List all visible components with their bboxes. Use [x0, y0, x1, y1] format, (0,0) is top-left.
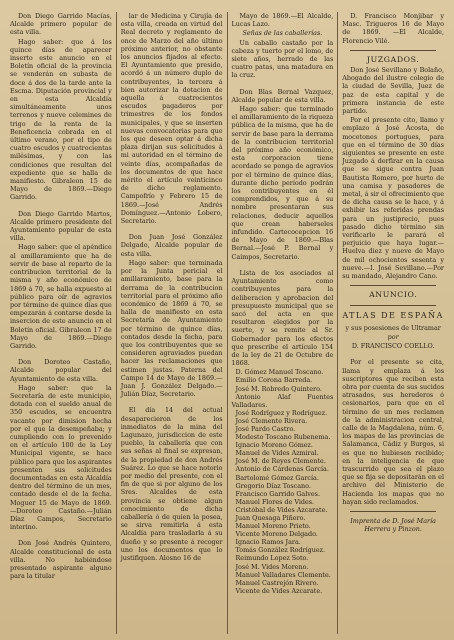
divider: [350, 511, 436, 512]
column-1: [6, 12, 116, 634]
list-item: José Clemente Rivera.: [235, 416, 308, 425]
divider: [350, 285, 436, 286]
list-item: José Rodríguez y Rodríguez.: [235, 408, 328, 417]
column-4: [337, 12, 448, 634]
notice-heading: Don Doroteo Castaño, Alcalde popular del Ayuntamiento de esta villa.: [10, 358, 112, 383]
list-item: Modesto Toscano Rubenema.: [235, 433, 331, 442]
notice-body: Lista de los asociados al Ayuntamiento como contribuyentes para la deliberacion y aprobacion del presupuesto municipal que se sacó del acta en que resultaron elegidos por la suerte, y se remite al Sr. Gobernador para los efectos que prescribe el artículo 154 de la ley de 21 de Octubre de 1868.: [231, 268, 334, 368]
list-item: Antonio de Cárdenas García.: [235, 465, 329, 474]
notice-signature: D. Francisco Monjibar y Masc. Trigueros 16 de Mayo de 1869. —El Alcalde, Florencio Vilé.: [342, 12, 444, 45]
list-item: Manuel de Vides Azmiral.: [235, 449, 319, 458]
notice-heading: Don José Andrés Quintero, Alcalde constitucional de esta villa. No habiéndose presentado aspirante alguno para la titular: [10, 539, 112, 581]
section-title-juzgados: JUZGADOS.: [366, 54, 420, 64]
list-item: Antonio Alaf Fuentes Valladares.: [231, 392, 334, 409]
notice-heading: Don Juan José González Delgado, Alcalde popular de esta villa.: [120, 233, 223, 258]
list-item: Ignacio Ramos Jara.: [235, 538, 301, 547]
list-item: D. Gómez Manuel Toscano.: [235, 368, 324, 377]
section-title-anuncio: ANUNCIO.: [369, 290, 418, 300]
list-item: Bartolomé Gómez García.: [235, 473, 319, 482]
list-item: Juan Quesaga Piñero.: [235, 514, 306, 523]
atlas-por: por: [387, 332, 399, 341]
list-item: José M. Vides Moreno.: [235, 562, 309, 571]
notice-body: Por el presente cito, llamo y emplazo á José Acosta, de mocetones portugues, para que en el término de 30 días siguientes se presente en este Juzgado á derfirar en la causa que se sigue contra Juan Bautista Romero, por hurto de una camisa y pasadores de metal, á sir el ofrecimiento que de dicha causa se le hace, y á exhibir las referidas prendas para un justiprecio, pues pasado dicho término sin verificarlo le parará el perjuicio que haya lugar.—Huelva diez y nueve de Mayo de mil ochocientos sesenta y nueve.—I. José Sevillano.—Por su mandado, Alejandro Cano.: [342, 116, 444, 281]
atlas-author: D. FRANCISCO COELLO.: [351, 342, 435, 351]
list-item: José Pardo Castro.: [235, 424, 296, 433]
notice-body: lar de Medicina y Cirujía de esta villa, creada en virtud del Real decreto y reglamento de once de Marzo del año último próximo anterior, no obstante los anuncios fijados al efecto. El Ayuntamiento que presido, acordó á un número duplo de contribuyentes, la tercera á bien autorizar la dotacion de aquella á cuatrocientos escudos pagaderos por trimestres de los fondos municipales, y que se inserten nuevas convocatorias para que los que deseen optar á dicha plaza dirijan sus solicitudes á mi autoridad en el término de veinte días, acompañadas de los documentos de que hace mérito el artículo veinticinco de dicho reglamento. Campofrío y Febrero 15 de 1869.—José Andrés Domínguez.—Antonio Lobero, Secretario.: [120, 12, 223, 226]
divider: [350, 305, 436, 306]
list-item: Cristóbal de Vides Azcarate.: [235, 505, 328, 514]
list-item: Manuel Moreno Prieto.: [235, 522, 311, 531]
notice-heading: Don Blas Bernal Vazquez, Alcalde popular de esta villa.: [231, 87, 334, 104]
divider: [350, 50, 436, 51]
notice-body: Hago saber: que la Secretaría de este municipio, dotada con el sueldo anual de 350 escudos, se encuentra vacante por dimision hecha por el que la desempeñaba; y cumpliendo con lo prevenido en el artículo 100 de la Ley Municipal vigente, se hace público para que los aspirantes presenten sus solicitudes documentadas en esta Alcaldía dentro del término de un mes, contado desde el de la fecha. Moguer 15 de Mayo de 1869.—Doroteo Castaño.—Julián Díaz Campos, Secretario interino.: [10, 383, 112, 532]
list-item: Reimundo Lopez Soto.: [235, 554, 309, 563]
list-item: Vicente de Vides Azcarate.: [235, 586, 323, 595]
notice-heading: Don Diego Garrido Macías, Alcalde primero popular de esta villa.: [10, 12, 112, 37]
list-item: Gregorio Díaz Toscano.: [235, 481, 311, 490]
column-3: [227, 12, 338, 634]
notice-heading: Don Diego Garrido Martos, Alcalde primero presidente del Ayuntamiento popular de esta villa.: [10, 209, 112, 243]
notice-signature: Mayo de 1869.—El Alcalde, Lucas Lazo.: [231, 12, 334, 29]
imprint: Imprenta de D. José María Herrera y Pinzon.: [350, 516, 436, 534]
notice-body: Hago saber: que el apéndice al amillaramiento que ha de servir de base al reparto de la contribucion territorial de la misma y año económico de 1869 á 70, se halla expuesto al público para oír de agravios por término de quince días que empezarán á contarse desde la insercion de este anuncio en el Boletín oficial. Gibraleon 17 de Mayo de 1869.—Diego Garrido.: [10, 243, 112, 350]
notice-body: Por el presente se cita, llama y emplaza á los suscriptores que reciben esta obra por cuenta de sus sucidos atrasados, sus herederos ó cesionarios, para que en el término de un mes reclamen de la administracion central, calle de la Magdalena, núm. 6, los mapas de las provincias de Salamanca, Cádiz y Burgos, si es que no hubiesen recibido; en la inteligencia de que trascurrido que sea el plazo que se fija se depositarán en el archivo del Ministerio de Hacienda los mapas que no hayan sido reclamados.: [342, 358, 444, 506]
notice-body: Hago saber: que terminado el amillaramiento de la riqueza pública de la misma, que ha de servir de base para la derrama de la contribucion territorial del próximo año económico, esta corporacion tiene acordado se ponga de agravios por el término de quince días, durante dicho período podrán los contribuyentes en él comprendidos, y que á su nombre presentaran sus relaciones, deducir aquellos que crean haberseles infundido. Cartecocepcion 16 de Mayo de 1869.—Blas Bernal.—José P. Bernal y Caimpos, Secretario.: [231, 105, 334, 261]
section-subtitle: Señas de las caballerías.: [242, 29, 323, 38]
notice-body: Hago saber: que á los quince días de aparecer inserto este anuncio en el Boletín oficial de la provincia se venderán en subasta de doce á dos de la tarde ante la Escma. Diputación provincial y en esta Alcaldía simultáneamente unos terrenos y nueve celemines de trigo de la renta de la Beneficencia cobrada en el último verano, por el tipo de cuatro escudos y cuatrocientas milésimas, y con las condiciones que resultan del expediente que se halla de manifiesto. Gibraleon 15 de Mayo de 1869.—Diego Garrido.: [10, 37, 112, 202]
notice-heading: Don José Sevillano y Bolaño, Abogado del ilustre colegio de la ciudad de Sevilla, Juez de paz de esta capital y de primera instancia de este partido.: [342, 66, 444, 116]
list-item: Manuel Castrejón Rivero.: [235, 578, 319, 587]
notice-body: Hago saber: que terminada por la Junta pericial el amillaramiento, base para la derrama de la contribucion territorial para el próximo año económico de 1869 á 70, se halla de manifiesto en esta Secretaría de Ayuntamiento por término de quince días, contados desde la fecha, para que los contribuyentes que se consideren agraviados puedan hacer las reclamaciones que estimen justas. Paterna del Campo 14 de Mayo de 1869.—Juan J. González Delgado.—Julián Díaz, Secretario.: [120, 258, 223, 399]
notice-body: El día 14 del actual desaparecieron de los inmediatos de la mina del Lagunazo, jurisdiccion de este pueblo, la caballería que con sus señas al final se expresan, de la propiedad de don Andrés Suárez. Lo que se hace notorio por medio del presente, con el fin de que si por alguno de los Sres. Alcaldes de esta provincia se obtiene algun conocimiento de dicha caballería ó de quien la posea, se sirva remitirla á esta Alcaldía para trasladarla á su dueño y se presente á recoger uno los documentos que lo justifiquen. Alosno 16 de: [120, 406, 223, 562]
list-item: Manuel Valladares Clemente.: [235, 570, 331, 579]
column-2: [116, 12, 227, 634]
list-item: Emilio Corona Barreda.: [235, 376, 313, 385]
list-item: José M. Robredo Quintero.: [235, 384, 322, 393]
list-item: Manuel Flores de Vides.: [235, 497, 315, 506]
names-list: [232, 368, 334, 595]
atlas-title: ATLAS DE ESPAÑA: [342, 310, 444, 320]
columns: [6, 12, 448, 634]
list-item: José M. de Reyes Clemente.: [235, 457, 326, 466]
list-item: Tomás González Rodríguez.: [235, 546, 325, 555]
atlas-subtitle: y sus posesiones de Ultramar: [345, 323, 441, 332]
list-item: Francisco Garrido Galves.: [235, 489, 320, 498]
list-item: Ignacio Moreno Gómez.: [235, 441, 313, 450]
list-item: Vicente Moreno Delgado.: [235, 530, 318, 539]
notice-body: Un caballo castaño por la cabeza y tuerto por el lomo, de siete años, herrado de las cuatro patas, una matadura en la cruz.: [231, 38, 334, 80]
